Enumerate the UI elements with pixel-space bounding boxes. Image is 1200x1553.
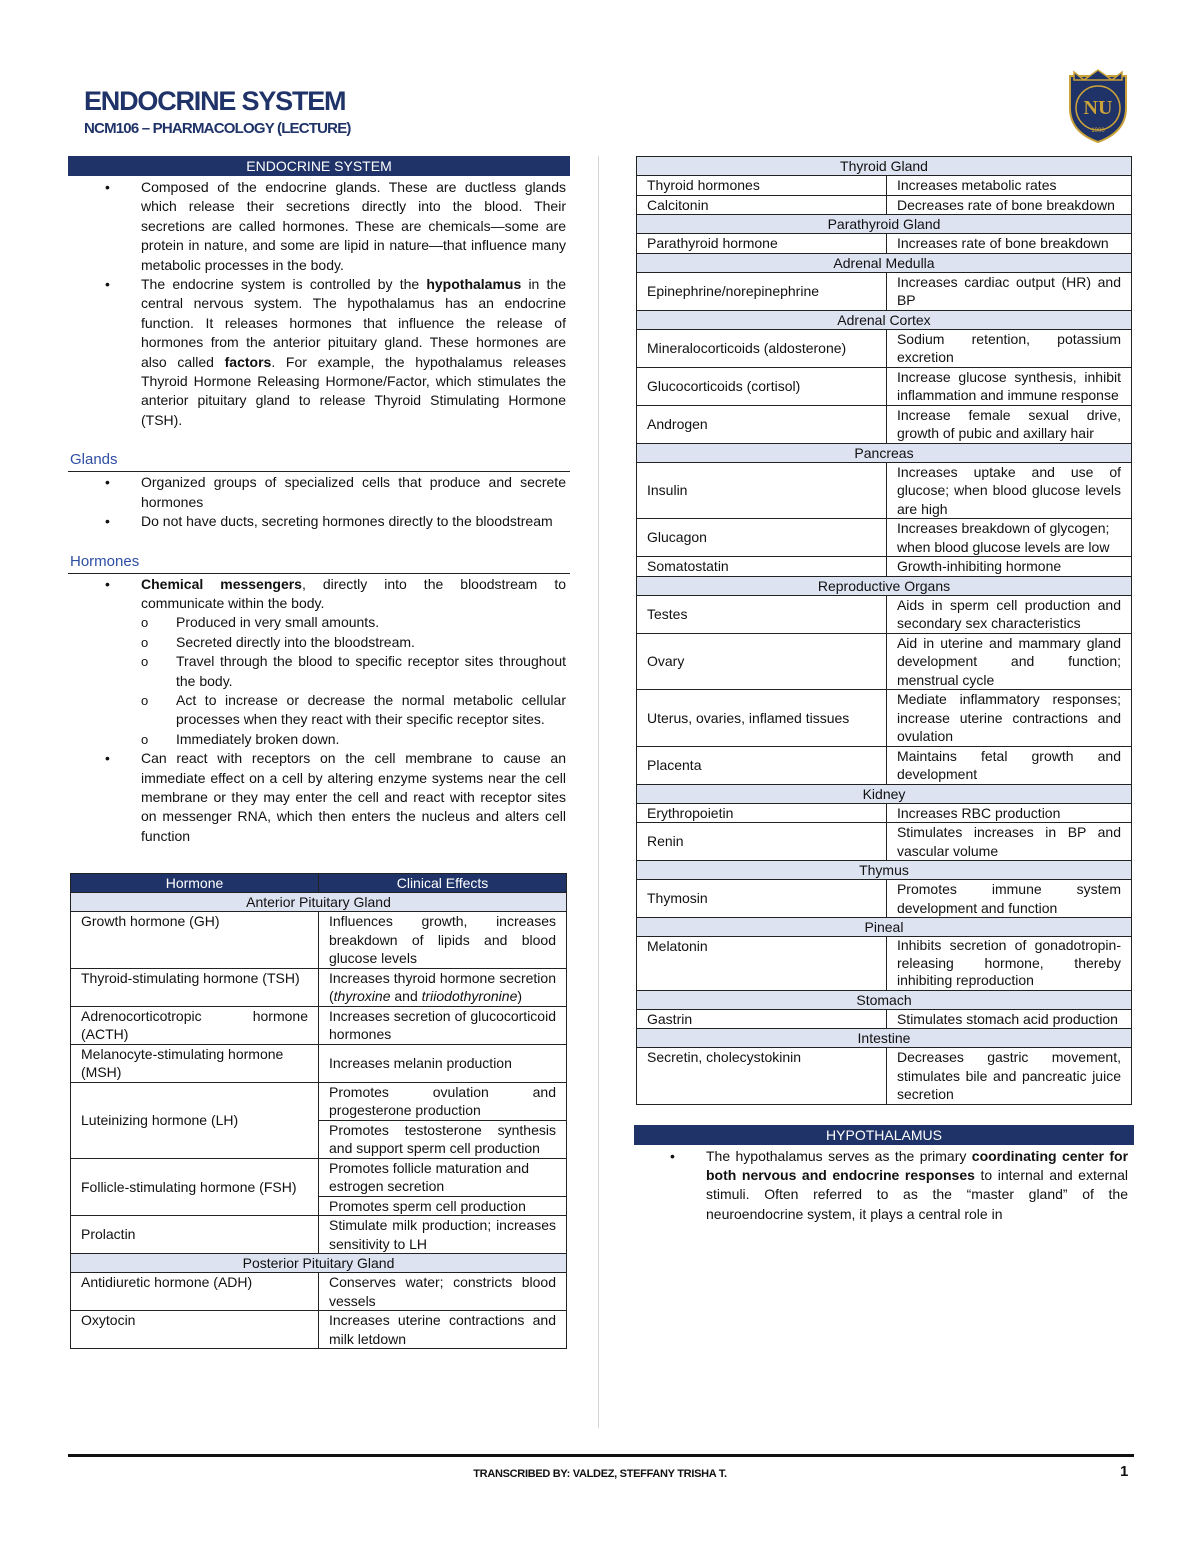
group-label: Anterior Pituitary Gland xyxy=(71,893,567,912)
group-label: Thymus xyxy=(637,861,1132,880)
list-item xyxy=(706,1147,1132,1225)
text-span: and xyxy=(390,988,422,1005)
university-seal-logo xyxy=(1064,68,1132,144)
table-group-row xyxy=(637,784,1132,803)
footer-rule xyxy=(68,1454,1134,1457)
section-bar-endocrine-system: ENDOCRINE SYSTEM xyxy=(68,156,570,176)
text-span: The endocrine system is controlled by the xyxy=(141,276,427,293)
table-row xyxy=(637,1048,1132,1105)
table-row xyxy=(637,557,1132,577)
effect-cell: Decreases rate of bone breakdown xyxy=(886,195,1131,215)
effect-cell: Growth-inhibiting hormone xyxy=(886,557,1131,577)
table-group-row xyxy=(637,861,1132,880)
effect-cell: Increases melanin production xyxy=(319,1044,567,1082)
table-header-row xyxy=(71,874,567,893)
hormone-cell: Follicle-stimulating hormone (FSH) xyxy=(71,1158,319,1216)
list-item: • Can react with receptors on the cell membrane to cause an immediate effect on a cell by altering enzyme systems near the cell membrane or they may enter the cell and react with receptor sites on messenger RNA, which then enters the nucleus and alters cell function xyxy=(141,749,570,846)
text-italic: thyroxine xyxy=(333,988,391,1005)
hormones-heading: Hormones xyxy=(68,553,570,574)
table-row xyxy=(637,823,1132,861)
list-item xyxy=(141,275,570,430)
hormone-cell: Insulin xyxy=(637,462,887,519)
effect-cell: Promotes ovulation and progesterone production xyxy=(319,1082,567,1120)
table-row xyxy=(71,1311,567,1349)
hormone-cell: Somatostatin xyxy=(637,557,887,577)
hypothalamus-list xyxy=(634,1147,1132,1225)
left-column xyxy=(68,156,570,1349)
table-row xyxy=(637,803,1132,823)
table-row xyxy=(637,519,1132,557)
table-group-row xyxy=(637,990,1132,1009)
effect-cell: Maintains fetal growth and development xyxy=(886,746,1131,784)
hormone-cell: Oxytocin xyxy=(71,1311,319,1349)
table-row xyxy=(637,195,1132,215)
table-row xyxy=(637,462,1132,519)
table-group-row xyxy=(637,157,1132,176)
hormone-cell: Thymosin xyxy=(637,880,887,918)
effect-cell: Increase female sexual drive, growth of pubic and axillary hair xyxy=(886,405,1131,443)
table-row xyxy=(71,1216,567,1254)
effect-cell: Increases secretion of glucocorticoid hormones xyxy=(319,1006,567,1044)
group-label: Stomach xyxy=(637,990,1132,1009)
effect-cell: Increases RBC production xyxy=(886,803,1131,823)
svg-text:1900: 1900 xyxy=(1091,128,1105,134)
hormone-cell: Luteinizing hormone (LH) xyxy=(71,1082,319,1158)
hormone-cell: Glucocorticoids (cortisol) xyxy=(637,367,887,405)
gland-hormone-table xyxy=(636,156,1132,1105)
effect-cell: Influences growth, increases breakdown of lipids and blood glucose levels xyxy=(319,912,567,969)
table-row xyxy=(637,690,1132,747)
table-row xyxy=(637,937,1132,991)
effect-cell: Stimulates increases in BP and vascular volume xyxy=(886,823,1131,861)
group-label: Pineal xyxy=(637,918,1132,937)
effect-cell: Stimulates stomach acid production xyxy=(886,1009,1131,1029)
list-item: • Organized groups of specialized cells that produce and secrete hormones xyxy=(141,473,570,512)
text-span: , directly into the bloodstream to communicate within the body. xyxy=(141,575,567,611)
table-group-row xyxy=(637,443,1132,462)
table-row xyxy=(637,405,1132,443)
effect-cell: Decreases gastric movement, stimulates bile and pancreatic juice secretion xyxy=(886,1048,1131,1105)
sub-list-item: o Immediately broken down. xyxy=(176,730,566,749)
table-group-row xyxy=(71,893,567,912)
effect-cell: Stimulate milk production; increases sensitivity to LH xyxy=(319,1216,567,1254)
hormone-cell: Epinephrine/norepinephrine xyxy=(637,272,887,310)
table-group-row xyxy=(637,918,1132,937)
text-bold: hypothalamus xyxy=(426,276,522,293)
group-label: Pancreas xyxy=(637,443,1132,462)
table-row xyxy=(637,633,1132,690)
table-row xyxy=(637,234,1132,254)
hormone-cell: Gastrin xyxy=(637,1009,887,1029)
group-label: Adrenal Medulla xyxy=(637,253,1132,272)
effect-cell: Increase glucose synthesis, inhibit inflammation and immune response xyxy=(886,367,1131,405)
effect-cell: Promotes sperm cell production xyxy=(319,1196,567,1216)
text-span: The hypothalamus serves as the primary xyxy=(706,1147,972,1164)
table-row xyxy=(71,1006,567,1044)
text-span: ) xyxy=(517,988,523,1005)
group-label: Thyroid Gland xyxy=(637,157,1132,176)
hormone-cell: Uterus, ovaries, inflamed tissues xyxy=(637,690,887,747)
table-row xyxy=(637,272,1132,310)
effect-cell: Promotes testosterone synthesis and support sperm cell production xyxy=(319,1120,567,1158)
list-item xyxy=(141,575,570,750)
column-header-clinical-effects: Clinical Effects xyxy=(319,874,567,893)
page-number: 1 xyxy=(1120,1463,1129,1480)
document-subtitle: NCM106 – PHARMACOLOGY (LECTURE) xyxy=(84,120,351,137)
hormone-cell: Parathyroid hormone xyxy=(637,234,887,254)
effect-cell: Increases uterine contractions and milk letdown xyxy=(319,1311,567,1349)
sub-list-item: o Travel through the blood to specific receptor sites throughout the body. xyxy=(176,652,566,691)
effect-cell: Aids in sperm cell production and secondary sex characteristics xyxy=(886,595,1131,633)
section-bar-hypothalamus: HYPOTHALAMUS xyxy=(634,1125,1134,1145)
right-column xyxy=(634,156,1132,1224)
hormone-cell: Mineralocorticoids (aldosterone) xyxy=(637,329,887,367)
effect-cell: Sodium retention, potassium excretion xyxy=(886,329,1131,367)
group-label: Adrenal Cortex xyxy=(637,310,1132,329)
text-italic: triiodothyronine xyxy=(421,988,518,1005)
effect-cell: Promotes follicle maturation and estrogen secretion xyxy=(319,1158,567,1196)
column-divider xyxy=(598,156,599,1428)
column-header-hormone: Hormone xyxy=(71,874,319,893)
list-item: • Do not have ducts, secreting hormones directly to the bloodstream xyxy=(141,512,570,531)
hormones-list xyxy=(68,575,570,847)
effect-cell: Promotes immune system development and function xyxy=(886,880,1131,918)
table-row xyxy=(637,746,1132,784)
text-bold: factors xyxy=(224,353,272,370)
hormones-sublist xyxy=(141,613,566,749)
group-label: Reproductive Organs xyxy=(637,576,1132,595)
hormone-cell: Erythropoietin xyxy=(637,803,887,823)
table-row xyxy=(637,176,1132,196)
hormone-cell: Antidiuretic hormone (ADH) xyxy=(71,1273,319,1311)
table-row xyxy=(637,329,1132,367)
document-title: ENDOCRINE SYSTEM xyxy=(84,86,346,116)
effect-cell: Aid in uterine and mammary gland development and function; menstrual cycle xyxy=(886,633,1131,690)
effect-cell: Mediate inflammatory responses; increase uterine contractions and ovulation xyxy=(886,690,1131,747)
table-group-row xyxy=(637,1029,1132,1048)
table-row xyxy=(637,880,1132,918)
table-row xyxy=(637,367,1132,405)
hormone-cell: Adrenocorticotropic hormone (ACTH) xyxy=(71,1006,319,1044)
effect-cell: Increases rate of bone breakdown xyxy=(886,234,1131,254)
hormone-cell: Testes xyxy=(637,595,887,633)
hormone-cell: Ovary xyxy=(637,633,887,690)
table-row xyxy=(71,1044,567,1082)
table-row xyxy=(637,595,1132,633)
hormone-cell: Thyroid hormones xyxy=(637,176,887,196)
table-row xyxy=(71,968,567,1006)
footer-transcriber: TRANSCRIBED BY: VALDEZ, STEFFANY TRISHA T. xyxy=(473,1468,727,1480)
effect-cell: Inhibits secretion of gonadotropin-releasing hormone, thereby inhibiting reproduction xyxy=(886,937,1131,991)
table-group-row xyxy=(637,310,1132,329)
shield-icon xyxy=(1064,68,1132,144)
list-item: • Composed of the endocrine glands. These are ductless glands which release their secretions directly into the blood. Their secretions are called hormones. These are chemicals—some are protein in nature, and some are lipid in nature—that influence many metabolic processes in the body. xyxy=(141,178,570,275)
hormone-cell: Renin xyxy=(637,823,887,861)
intro-list xyxy=(68,178,570,430)
text-span: to internal and external stimuli. Often referred to as the “master gland” of the neuroendocrine system, it plays a central role in xyxy=(706,1166,1128,1222)
text-bold: Chemical messengers xyxy=(141,575,302,592)
effect-cell: Increases breakdown of glycogen; when blood glucose levels are low xyxy=(886,519,1131,557)
hormone-cell: Melatonin xyxy=(637,937,887,991)
table-row xyxy=(71,1158,567,1196)
hormone-cell: Calcitonin xyxy=(637,195,887,215)
text-span: in the central nervous system. The hypothalamus has an endocrine function. It releases hormones that influence the release of hormones from the anterior pituitary gland. These hormones are also called xyxy=(141,276,566,370)
hormone-cell: Growth hormone (GH) xyxy=(71,912,319,969)
table-group-row xyxy=(637,253,1132,272)
glands-heading: Glands xyxy=(68,451,570,472)
text-span: Increases thyroid hormone secretion ( xyxy=(329,969,556,1005)
table-group-row xyxy=(637,215,1132,234)
hormone-cell: Secretin, cholecystokinin xyxy=(637,1048,887,1105)
hormone-cell: Placenta xyxy=(637,746,887,784)
text-bold: coordinating center for both nervous and endocrine responses xyxy=(706,1147,1129,1183)
sub-list-item: o Act to increase or decrease the normal metabolic cellular processes when they react with their specific receptor sites. xyxy=(176,691,566,730)
table-group-row xyxy=(637,576,1132,595)
group-label: Intestine xyxy=(637,1029,1132,1048)
svg-text:NU: NU xyxy=(1083,97,1113,119)
group-label: Posterior Pituitary Gland xyxy=(71,1254,567,1273)
group-label: Parathyroid Gland xyxy=(637,215,1132,234)
table-row xyxy=(71,912,567,969)
effect-cell: Increases uptake and use of glucose; when blood glucose levels are high xyxy=(886,462,1131,519)
sub-list-item: o Secreted directly into the bloodstream. xyxy=(176,633,566,652)
group-label: Kidney xyxy=(637,784,1132,803)
hormone-cell: Prolactin xyxy=(71,1216,319,1254)
hormone-cell: Glucagon xyxy=(637,519,887,557)
text-span: . For example, the hypothalamus releases Thyroid Hormone Releasing Hormone/Factor, which stimulates the anterior pituitary gland to release Thyroid Stimulating Hormone (TSH). xyxy=(141,353,566,428)
effect-cell: Conserves water; constricts blood vessels xyxy=(319,1273,567,1311)
table-row xyxy=(71,1273,567,1311)
table-row xyxy=(71,1082,567,1120)
effect-cell: Increases metabolic rates xyxy=(886,176,1131,196)
glands-list xyxy=(68,473,570,531)
table-row xyxy=(637,1009,1132,1029)
table-group-row xyxy=(71,1254,567,1273)
pituitary-hormone-table xyxy=(70,873,567,1349)
hormone-cell: Androgen xyxy=(637,405,887,443)
sub-list-item: o Produced in very small amounts. xyxy=(176,613,566,632)
hormone-cell: Thyroid-stimulating hormone (TSH) xyxy=(71,968,319,1006)
hormone-cell: Melanocyte-stimulating hormone (MSH) xyxy=(71,1044,319,1082)
effect-cell xyxy=(319,968,567,1006)
effect-cell: Increases cardiac output (HR) and BP xyxy=(886,272,1131,310)
